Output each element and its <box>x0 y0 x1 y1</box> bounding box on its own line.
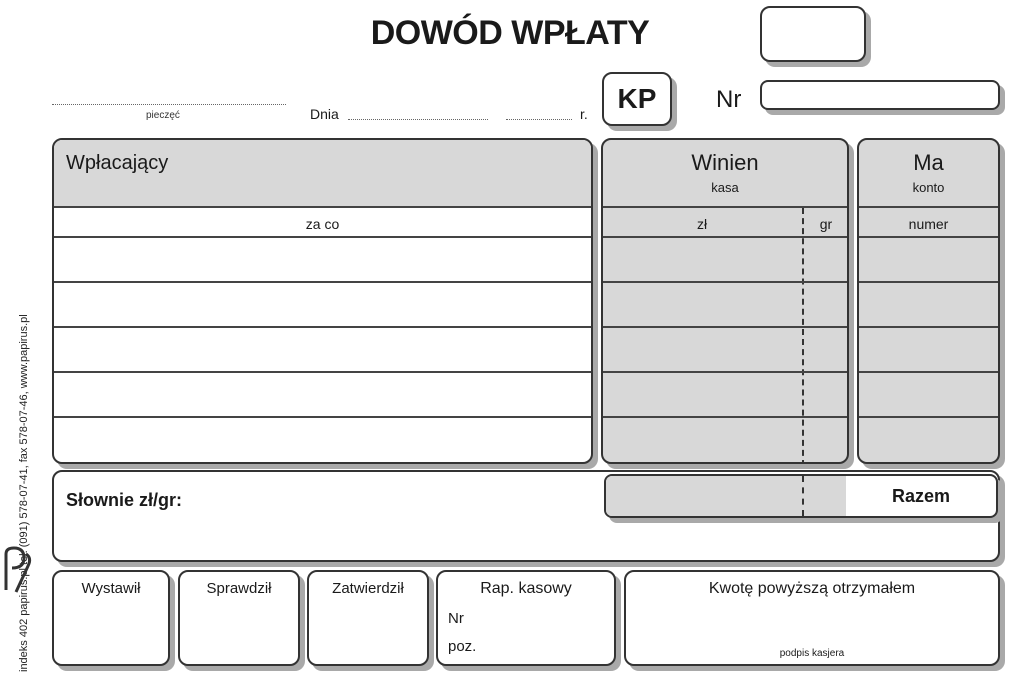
cash-report-pos: poz. <box>448 638 477 655</box>
payer-row-4[interactable] <box>54 373 591 416</box>
gr-label: gr <box>819 216 833 232</box>
approved-box[interactable] <box>307 570 429 666</box>
year-suffix: r. <box>580 106 588 122</box>
credit-title: Ma <box>913 150 944 175</box>
in-words-field[interactable] <box>214 490 594 530</box>
nr-field[interactable] <box>760 80 1000 110</box>
debit-panel <box>601 138 849 464</box>
payer-panel <box>52 138 593 464</box>
date-dotted-line[interactable] <box>348 119 488 120</box>
cash-report-box[interactable] <box>436 570 616 666</box>
year-dotted-line[interactable] <box>506 119 572 120</box>
in-words-label: Słownie zł/gr: <box>66 490 183 510</box>
checked-label: Sprawdził <box>206 580 272 597</box>
total-label: Razem <box>892 486 951 506</box>
kp-code-box: KP <box>602 72 672 126</box>
nr-label: Nr <box>716 86 742 113</box>
total-amount-field[interactable] <box>606 476 846 516</box>
issued-box[interactable] <box>52 570 170 666</box>
debit-sub: kasa <box>711 180 739 195</box>
payer-row-3[interactable] <box>54 328 591 371</box>
date-label: Dnia <box>310 106 339 122</box>
papirus-logo-icon <box>2 546 36 594</box>
print-info-text: indeks 402 papirus.pl tel. (091) 578-07-41, fax 578-07-46, www.papirus.pl <box>18 314 30 672</box>
cash-report-label: Rap. kasowy <box>480 580 572 597</box>
number-label: numer <box>908 216 949 232</box>
document-title: DOWÓD WPŁATY <box>370 14 650 52</box>
approved-label: Zatwierdził <box>332 580 404 597</box>
zl-gr-divider <box>802 208 804 464</box>
stamp-line <box>52 104 286 105</box>
cash-report-nr: Nr <box>448 610 464 627</box>
checked-box[interactable] <box>178 570 300 666</box>
received-box[interactable] <box>624 570 1000 666</box>
issued-label: Wystawił <box>81 580 141 597</box>
payer-label: Wpłacający <box>66 152 169 174</box>
payer-row-5[interactable] <box>54 418 591 462</box>
received-label: Kwotę powyższą otrzymałem <box>708 580 916 597</box>
cashier-sign-label: podpis kasjera <box>779 648 845 659</box>
debit-title: Winien <box>691 150 759 175</box>
credit-sub: konto <box>912 180 945 195</box>
stamp-label: pieczęć <box>146 110 180 121</box>
zl-label: zł <box>696 216 708 232</box>
for-what-label: za co <box>305 216 340 232</box>
payer-row-2[interactable] <box>54 283 591 326</box>
total-box <box>604 474 998 518</box>
corner-field-box[interactable] <box>760 6 866 62</box>
total-zl-gr-divider <box>802 476 804 516</box>
payer-row-1[interactable] <box>54 238 591 281</box>
credit-panel <box>857 138 1000 464</box>
